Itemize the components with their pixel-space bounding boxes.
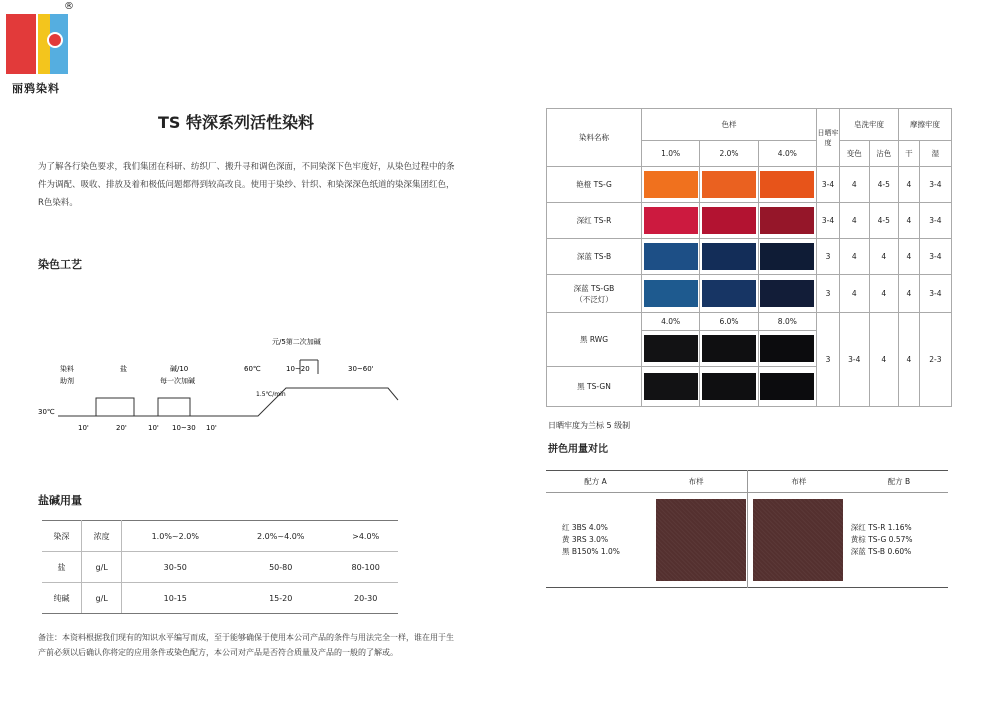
swatch	[702, 335, 756, 362]
logo-text: 丽鸦染料	[12, 82, 60, 95]
table-row: 深红 TS-R 3-4 4 4-5 4 3-4	[547, 203, 952, 239]
rate-label: 1.5℃/min	[256, 391, 286, 398]
light-fastness-footnote: 日晒牢度为兰标 5 级制	[548, 421, 631, 430]
d2-label: 20'	[116, 424, 127, 432]
swatch	[702, 243, 756, 270]
t30-label: 30℃	[38, 408, 55, 416]
table-row: 深蓝 TS-GB （不泛灯） 3 4 4 4 3-4	[547, 275, 952, 313]
swatch	[702, 280, 756, 307]
table-row: 艳橙 TS-G 3-4 4 4-5 4 3-4	[547, 167, 952, 203]
fabric-sample-a	[656, 499, 746, 581]
table-row: 纯碱 g/L 10-15 15-20 20-30	[42, 583, 398, 614]
table-row: 染深 浓度 1.0%~2.0% 2.0%~4.0% >4.0%	[42, 521, 398, 552]
swatch	[760, 207, 814, 234]
alkali2-label: 每一次加碱	[160, 377, 195, 385]
swatch	[760, 171, 814, 198]
swatch	[644, 243, 698, 270]
salt-heading: 盐碱用量	[38, 494, 82, 507]
header-light: 日晒牢度	[817, 109, 840, 167]
temp60-label: 60℃	[244, 365, 261, 373]
range1-label: 10~20	[286, 365, 310, 373]
match-heading: 拼色用量对比	[548, 444, 608, 455]
swatch	[644, 373, 698, 400]
alkali-label: 碱/10	[170, 365, 189, 373]
swatch	[644, 335, 698, 362]
header-wash: 皂洗牢度	[840, 109, 899, 141]
swatch	[644, 171, 698, 198]
range2-label: 30~60'	[348, 365, 374, 373]
d1-label: 10'	[78, 424, 89, 432]
swatch	[702, 171, 756, 198]
process-heading: 染色工艺	[38, 258, 82, 271]
page-title: TS 特深系列活性染料	[158, 113, 315, 132]
table-row: 盐 g/L 30-50 50-80 80-100	[42, 552, 398, 583]
d5-label: 10'	[206, 424, 217, 432]
pre-label: 染料	[60, 365, 74, 373]
registered-mark: ®	[64, 1, 74, 12]
swatch	[702, 373, 756, 400]
table-row: 深蓝 TS-B 3 4 4 4 3-4	[547, 239, 952, 275]
swatch	[760, 373, 814, 400]
match-table: 配方 A 布样 布样 配方 B 红 3BS 4.0% 黄 3RS 3.0% 黑 B150% 1.0% 深红 TS-R 1.16% 黄棕 TS-G 0.57% 深蓝 TS-B 0.60%	[546, 470, 948, 588]
table-row: 黑 TS-GN	[547, 367, 952, 407]
swatch	[760, 335, 814, 362]
logo-dot-icon	[47, 32, 63, 48]
process-diagram	[38, 330, 418, 440]
salt-label: 盐	[120, 365, 127, 373]
header-name: 染料名称	[547, 109, 642, 167]
intro-paragraph: 为了解各行染色要求，我们集团在科研、纺织厂、搬升寻和调色深面，不同染深下色牢度好，从染色过程中的条件为调配、吸收、排放及着和极低问题都得到较高改良。使用于染纱、针织、和染深深色纸道的染深集团红色，R色染料。	[38, 162, 455, 208]
top-label: 元/5第二次加碱	[272, 338, 321, 346]
note-paragraph: 备注：本资料根据我们现有的知识水平编写而成，至于能够确保于使用本公司产品的条件与用法完全一样，谁在用于生产前必须以后确认你将定的应用条件或染色配方，本公司对产品是否符合质量及产品的一般的了解或。	[38, 633, 454, 657]
pre2-label: 助剂	[60, 377, 74, 385]
swatch	[702, 207, 756, 234]
salt-table	[42, 520, 398, 614]
header-rub: 摩擦牢度	[899, 109, 952, 141]
swatch	[760, 280, 814, 307]
swatch	[760, 243, 814, 270]
dye-fastness-table: 染料名称 色样 日晒牢度 皂洗牢度 摩擦牢度 1.0% 2.0% 4.0% 变色 沾色 干 湿 艳橙 TS-G 3-4 4 4-5 4 3-4 深红 TS-R 3-4 4 4-5 4 3-4 深蓝 TS-B 3 4 4 4 3-4 深蓝 TS-GB （不泛灯） 3 4 4 4 3-4 黑 RWG 4.0% 6.0% 8.0% 3 3-4 4 4 2-3 黑 TS-GN	[546, 108, 952, 407]
logo-red-bar	[6, 14, 36, 74]
swatch	[644, 207, 698, 234]
d4-label: 10~30	[172, 424, 196, 432]
d3-label: 10'	[148, 424, 159, 432]
swatch	[644, 280, 698, 307]
fabric-sample-b	[753, 499, 843, 581]
header-depth: 色样	[642, 109, 817, 141]
